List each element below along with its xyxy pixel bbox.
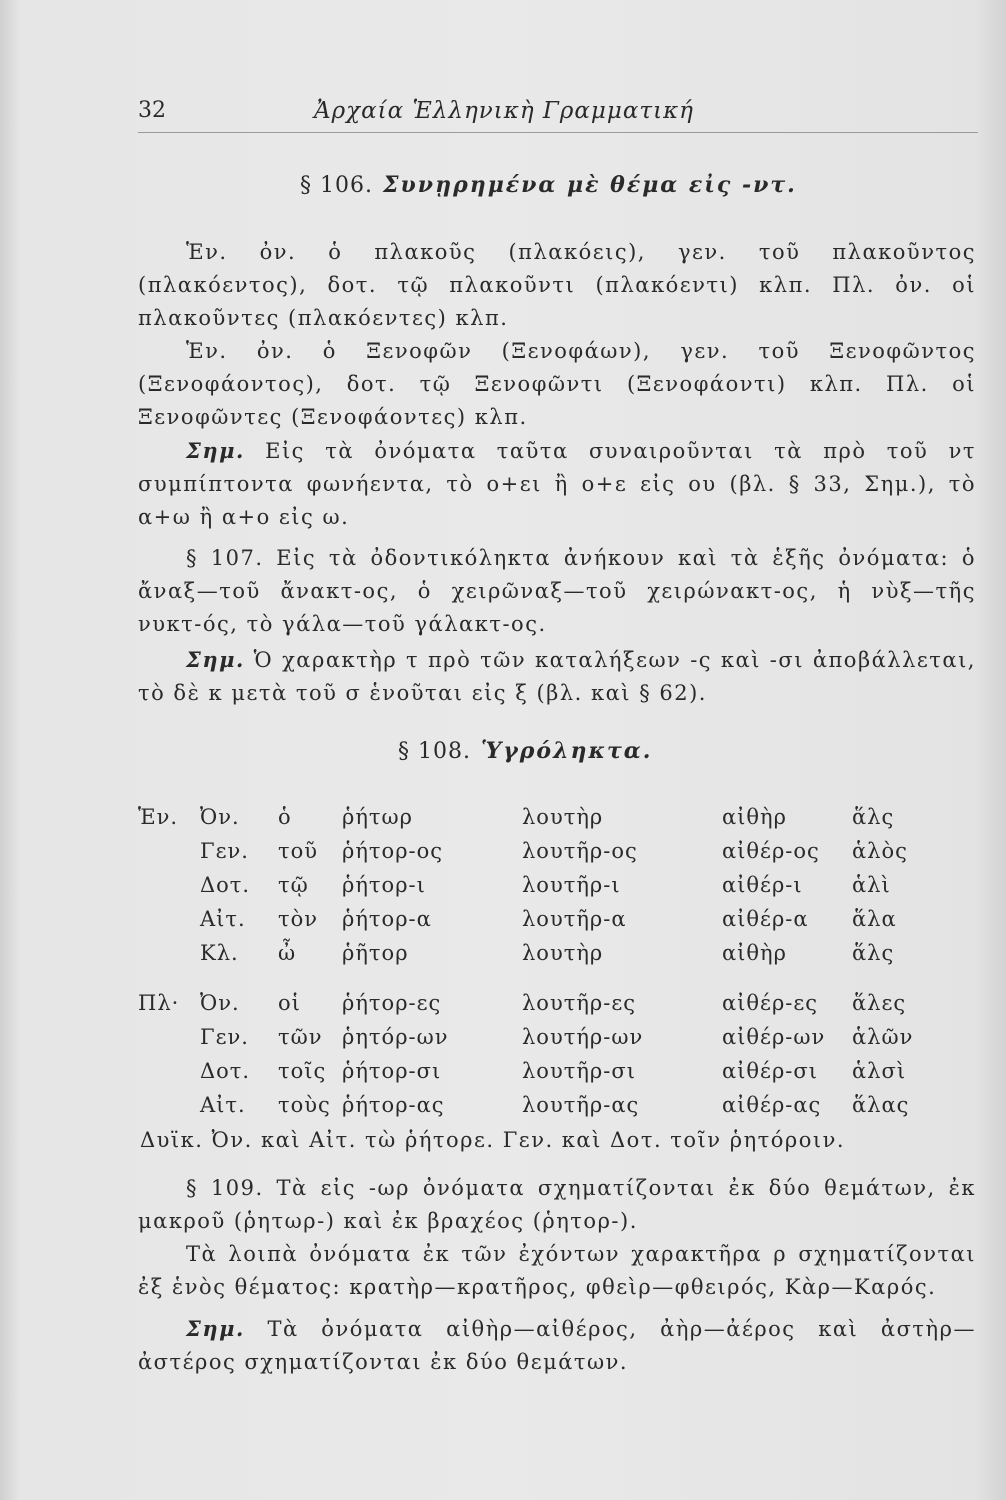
- dual-forms-line: [140, 1124, 978, 1157]
- table-row: [138, 1088, 942, 1122]
- declension-table: [138, 800, 942, 1122]
- louter-form: λουτὴρ: [522, 941, 604, 965]
- section-106-paragraph-1: [138, 236, 976, 335]
- case-label: Δοτ.: [200, 1059, 251, 1083]
- louter-form: λουτῆρ-ας: [522, 1093, 640, 1117]
- aither-form: αἰθέρ-ι: [722, 873, 803, 897]
- case-label: Αἰτ.: [200, 1093, 246, 1117]
- section-106-paragraph-2-text: Ἑν. ὀν. ὁ Ξενοφῶν (Ξενοφάων), γεν. τοῦ Ξενοφῶντος (Ξενοφάοντος), δοτ. τῷ Ξενοφῶντι (Ξενοφάοντι) κλπ. Πλ. οἱ Ξενοφῶντες (Ξενοφάοντες) κλπ.: [138, 339, 976, 429]
- hals-form: ἅλες: [852, 991, 907, 1015]
- section-108-number: § 108.: [398, 739, 471, 764]
- case-label: Δοτ.: [200, 873, 251, 897]
- page-header: [138, 98, 978, 138]
- section-106-paragraph-1-text: Ἑν. ὀν. ὁ πλακοῦς (πλακόεις), γεν. τοῦ πλακοῦντος (πλακόεντος), δοτ. τῷ πλακοῦντι (πλακόεντι) κλπ. Πλ. ὀν. οἱ πλακοῦντες (πλακόεντες) κλπ.: [138, 240, 976, 330]
- table-row: [138, 834, 942, 868]
- article: ὦ: [278, 941, 297, 965]
- hals-form: ἅλα: [852, 907, 897, 931]
- number-label: [138, 1020, 200, 1054]
- header-rule: [138, 132, 978, 133]
- note-label: Σημ.: [186, 438, 245, 463]
- rhetor-form: ῥήτορ-ι: [342, 873, 426, 897]
- case-label: Ὀν.: [200, 991, 240, 1015]
- article: τῶν: [278, 1025, 323, 1049]
- table-row: [138, 1054, 942, 1088]
- running-title: Ἀρχαία Ἑλληνικὴ Γραμματική: [314, 98, 694, 124]
- section-109-paragraph-1: [138, 1172, 976, 1238]
- case-label: Γεν.: [200, 1025, 249, 1049]
- rhetor-form: ῥήτορ-ας: [342, 1093, 445, 1117]
- hals-form: ἁλὸς: [852, 839, 908, 863]
- section-106-title: Συνῃρημένα μὲ θέμα εἰς -ντ.: [382, 172, 797, 198]
- aither-form: αἰθὴρ: [722, 941, 787, 965]
- article: ὁ: [278, 805, 292, 829]
- number-label: Πλ·: [138, 991, 180, 1015]
- section-107-text: § 107. Εἰς τὰ ὀδοντικόληκτα ἀνήκουν καὶ τὰ ἑξῆς ὀνόματα: ὁ ἄναξ—τοῦ ἄνακτ-ος, ὁ χειρῶναξ—τοῦ χειρώνακτ-ος, ἡ νὺξ—τῆς νυκτ-ός, τὸ γάλα—τοῦ γάλακτ-ος.: [138, 546, 976, 636]
- article: τοῖς: [278, 1059, 327, 1083]
- article: τὸν: [278, 907, 319, 931]
- aither-form: αἰθέρ-ος: [722, 839, 820, 863]
- aither-form: αἰθέρ-ες: [722, 991, 819, 1015]
- rhetor-form: ῥήτορ-ες: [342, 991, 442, 1015]
- rhetor-form: ῥήτωρ: [342, 805, 414, 829]
- section-108-heading: [398, 738, 652, 764]
- hals-form: ἁλὶ: [852, 873, 891, 897]
- section-109-paragraph-2: [138, 1238, 976, 1304]
- louter-form: λουτῆρ-ι: [522, 873, 621, 897]
- hals-form: ἅλς: [852, 805, 895, 829]
- rhetor-form: ῥήτορ-σι: [342, 1059, 442, 1083]
- section-109-note-text: Τὰ ὀνόματα αἰθὴρ—αἰθέρος, ἀὴρ—ἀέρος καὶ ἀστὴρ—ἀστέρος σχηματίζονται ἐκ δύο θεμάτων.: [138, 1317, 976, 1374]
- note-label: Σημ.: [186, 1316, 245, 1341]
- table-row: [138, 868, 942, 902]
- page-number: 32: [138, 98, 166, 123]
- article: τῷ: [278, 873, 309, 897]
- section-106-paragraph-2: [138, 335, 976, 434]
- section-107-note: [138, 643, 976, 710]
- number-label: [138, 868, 200, 902]
- section-107-note-text: Ὁ χαρακτὴρ τ πρὸ τῶν καταλήξεων -ς καὶ -σι ἀποβάλλεται, τὸ δὲ κ μετὰ τοῦ σ ἑνοῦται εἰς ξ (βλ. καὶ § 62).: [138, 648, 976, 705]
- louter-form: λουτῆρ-α: [522, 907, 627, 931]
- number-label: [138, 1088, 200, 1122]
- case-label: Γεν.: [200, 839, 249, 863]
- louter-form: λουτῆρ-ος: [522, 839, 638, 863]
- table-row: [138, 986, 942, 1020]
- rhetor-form: ῥήτορ-ος: [342, 839, 444, 863]
- number-label: Ἑν.: [138, 805, 179, 829]
- louter-form: λουτῆρ-σι: [522, 1059, 636, 1083]
- hals-form: ἅλας: [852, 1093, 910, 1117]
- section-109-note: [138, 1312, 976, 1379]
- table-spacer-row: [138, 970, 942, 986]
- hals-form: ἅλς: [852, 941, 895, 965]
- hals-form: ἁλσὶ: [852, 1059, 907, 1083]
- section-107-paragraph: [138, 542, 976, 641]
- hals-form: ἁλῶν: [852, 1025, 914, 1049]
- aither-form: αἰθέρ-ων: [722, 1025, 826, 1049]
- number-label: [138, 1054, 200, 1088]
- article: τοὺς: [278, 1093, 331, 1117]
- rhetor-form: ῥήτορ-α: [342, 907, 432, 931]
- aither-form: αἰθέρ-ας: [722, 1093, 822, 1117]
- article: οἱ: [278, 991, 301, 1015]
- louter-form: λουτῆρ-ες: [522, 991, 636, 1015]
- table-row: [138, 800, 942, 834]
- table-row: [138, 936, 942, 970]
- section-106-note: [138, 434, 976, 534]
- case-label: Κλ.: [200, 941, 239, 965]
- table-row: [138, 1020, 942, 1054]
- aither-form: αἰθέρ-σι: [722, 1059, 818, 1083]
- section-106-heading: [300, 172, 797, 198]
- number-label: [138, 936, 200, 970]
- aither-form: αἰθὴρ: [722, 805, 787, 829]
- number-label: [138, 834, 200, 868]
- section-108-title: Ὑγρόληκτα.: [480, 738, 653, 764]
- number-label: [138, 902, 200, 936]
- louter-form: λουτὴρ: [522, 805, 604, 829]
- rhetor-form: ῥητόρ-ων: [342, 1025, 449, 1049]
- case-label: Ὀν.: [200, 805, 240, 829]
- section-109-paragraph-1-text: § 109. Τὰ εἰς -ωρ ὀνόματα σχηματίζονται ἐκ δύο θεμάτων, ἐκ μακροῦ (ῥητωρ-) καὶ ἐκ βραχέος (ῥητορ-).: [138, 1176, 976, 1233]
- aither-form: αἰθέρ-α: [722, 907, 809, 931]
- article: τοῦ: [278, 839, 319, 863]
- dual-forms-text: Δυϊκ. Ὀν. καὶ Αἰτ. τὼ ῥήτορε. Γεν. καὶ Δοτ. τοῖν ῥητόροιν.: [140, 1128, 846, 1152]
- section-106-note-text: Εἰς τὰ ὀνόματα ταῦτα συναιροῦνται τὰ πρὸ τοῦ ντ συμπίπτοντα φωνήεντα, τὸ ο+ει ἢ ο+ε εἰς ου (βλ. § 33, Σημ.), τὸ α+ω ἢ α+ο εἰς ω.: [138, 439, 976, 529]
- section-106-number: § 106.: [300, 173, 373, 198]
- table-spacer-cell: [138, 970, 942, 986]
- louter-form: λουτήρ-ων: [522, 1025, 644, 1049]
- note-label: Σημ.: [186, 647, 245, 672]
- section-109-paragraph-2-text: Τὰ λοιπὰ ὀνόματα ἐκ τῶν ἐχόντων χαρακτῆρα ρ σχηματίζονται ἐξ ἑνὸς θέματος: κρατὴρ—κρατῆρος, φθεὶρ—φθειρός, Κὰρ—Καρός.: [138, 1242, 976, 1299]
- table-row: [138, 902, 942, 936]
- case-label: Αἰτ.: [200, 907, 246, 931]
- rhetor-form: ῥῆτορ: [342, 941, 409, 965]
